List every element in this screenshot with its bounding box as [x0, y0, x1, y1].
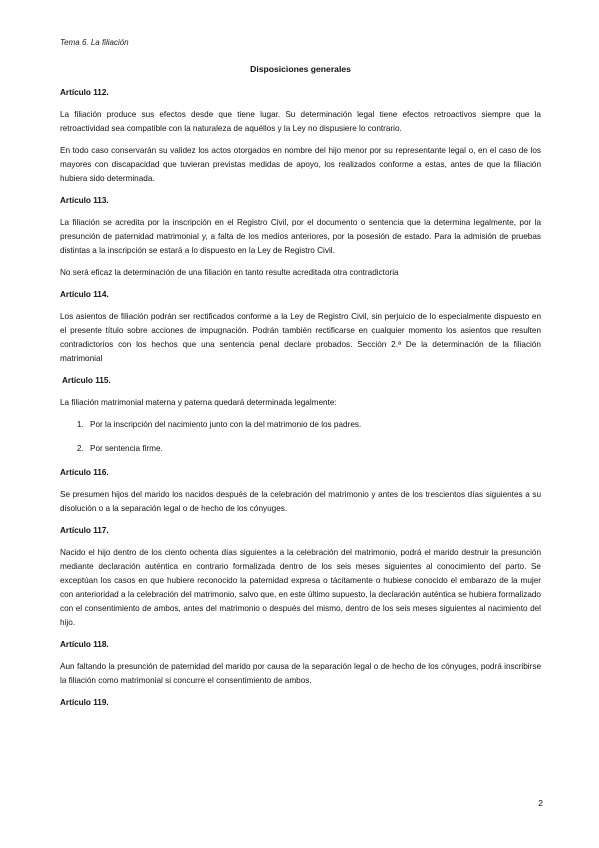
section-title: Disposiciones generales — [250, 64, 351, 74]
article-117-heading: Artículo 117. — [60, 526, 109, 535]
article-113-heading: Artículo 113. — [60, 196, 109, 205]
article-112-heading: Artículo 112. — [60, 88, 109, 97]
article-115-list — [60, 418, 541, 456]
article-114-paragraph-1: Los asientos de filiación podrán ser rectificados conforme a la Ley de Registro Civil, sin perjuicio de lo especialmente dispuesto en el presente título sobre acciones de impugnación. Podrán también rectificarse en cualquier momento los asientos que resulten contradictorios con los hechos que una sentencia penal declare probados. Sección 2.ª De la determinación de la filiación matrimonial — [60, 312, 541, 363]
article-119-heading: Artículo 119. — [60, 698, 109, 707]
document-body — [60, 62, 541, 718]
article-116-paragraph-1: Se presumen hijos del marido los nacidos después de la celebración del matrimonio y antes de los trescientos días siguientes a su disolución o a la separación legal o de hecho de los cónyuges. — [60, 490, 541, 513]
article-118-paragraph-1: Aun faltando la presunción de paternidad del marido por causa de la separación legal o de hecho de los cónyuges, podrá inscribirse la filiación como matrimonial si concurre el consentimiento de ambos. — [60, 662, 541, 685]
article-117-paragraph-1: Nacido el hijo dentro de los ciento ochenta días siguientes a la celebración del matrimonio, podrá el marido destruir la presunción mediante declaración auténtica en contrario formalizada dentro de los seis meses siguientes al conocimiento del parto. Se exceptúan los casos en que hubiere reconocido la paternidad expresa o tácitamente o hubiese conocido el embarazo de la mujer con anterioridad a la celebración del matrimonio, salvo que, en este último supuesto, la declaración auténtica se hubiera formalizado con el consentimiento de ambos, antes del matrimonio o después del mismo, dentro de los seis meses siguientes al nacimiento del hijo. — [60, 548, 541, 627]
list-item: 1. Por la inscripción del nacimiento junto con la del matrimonio de los padres. — [86, 418, 541, 432]
article-116-heading: Artículo 116. — [60, 468, 109, 477]
article-113-paragraph-1: La filiación se acredita por la inscripción en el Registro Civil, por el documento o sentencia que la determina legalmente, por la presunción de paternidad matrimonial y, a falta de los medios anteriores, por la posesión de estado. Para la admisión de pruebas distintas a la inscripción se estará a lo dispuesto en la Ley de Registro Civil. — [60, 218, 541, 255]
page-number: 2 — [538, 798, 543, 808]
article-112-paragraph-2: En todo caso conservarán su validez los actos otorgados en nombre del hijo menor por su representante legal o, en el caso de los mayores con discapacidad que tuvieran previstas medidas de apoyo, los realizados conforme a estas, antes de que la filiación hubiera sido determinada. — [60, 146, 541, 183]
article-115-intro: La filiación matrimonial materna y paterna quedará determinada legalmente: — [60, 398, 337, 407]
list-item: 2. Por sentencia firme. — [86, 442, 541, 456]
article-118-heading: Artículo 118. — [60, 640, 109, 649]
article-113-paragraph-2: No será eficaz la determinación de una filiación en tanto resulte acreditada otra contradictoria — [60, 268, 399, 277]
running-header: Tema 6. La filiación — [60, 38, 129, 47]
article-115-heading: Artículo 115. — [62, 376, 111, 385]
article-114-heading: Artículo 114. — [60, 290, 109, 299]
article-112-paragraph-1: La filiación produce sus efectos desde que tiene lugar. Su determinación legal tiene efectos retroactivos siempre que la retroactividad sea compatible con la naturaleza de aquéllos y la Ley no dispusiere lo contrario. — [60, 110, 541, 133]
